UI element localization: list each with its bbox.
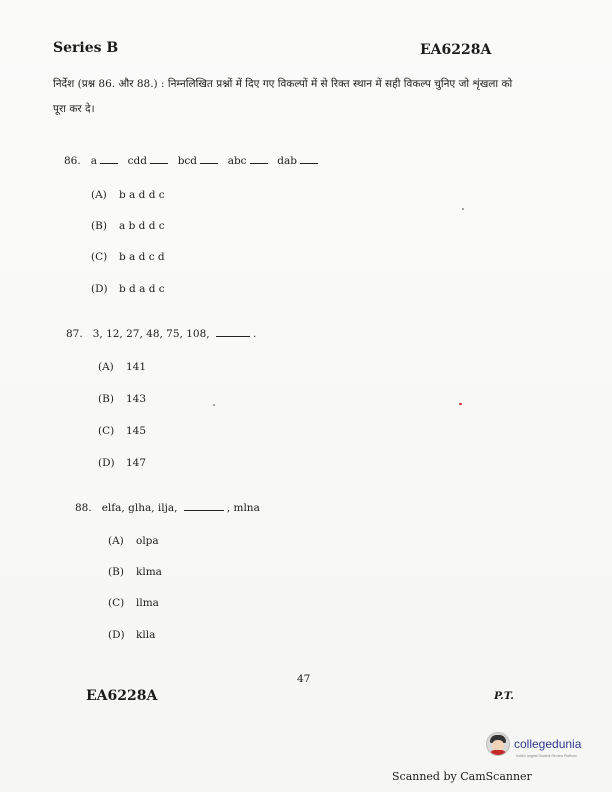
option-88-b	[108, 566, 162, 578]
series-term: bcd	[177, 155, 198, 167]
blank	[216, 328, 250, 337]
option-label: (D)	[98, 457, 115, 469]
scan-speck	[213, 404, 215, 406]
option-label: (B)	[98, 393, 114, 405]
question-text-end: , mlna	[226, 502, 260, 514]
series-term: abc	[227, 155, 247, 167]
blank	[184, 502, 224, 511]
blank	[300, 155, 318, 164]
series-term: cdd	[127, 155, 147, 167]
instruction-text: निर्देश (प्रश्न 86. और 88.) : निम्नलिखित प्रश्नों में दिए गए विकल्पों में से रिक्त स्थान में सही विकल्प चुनिए जो शृंखला को पूरा कर दे।	[53, 78, 513, 115]
collegedunia-logo	[486, 732, 581, 758]
option-label: (C)	[108, 597, 125, 609]
question-text: 3, 12, 27, 48, 75, 108,	[92, 328, 210, 340]
blank	[100, 155, 118, 164]
option-text: a b d d c	[119, 220, 165, 232]
scanner-mark: Scanned by CamScanner	[392, 770, 532, 783]
scan-speck	[462, 208, 464, 210]
option-text: klma	[136, 566, 162, 578]
option-text: b a d d c	[119, 189, 165, 201]
option-text: olpa	[136, 535, 159, 547]
option-87-d	[98, 457, 146, 469]
question-86	[64, 155, 321, 167]
option-86-b	[91, 220, 165, 232]
option-label: (C)	[98, 425, 115, 437]
pto-label: P.T.	[494, 690, 514, 702]
option-86-c	[91, 251, 165, 263]
option-text: b d a d c	[119, 283, 165, 295]
avatar-icon	[486, 732, 510, 756]
option-text: 145	[126, 425, 147, 437]
option-label: (B)	[91, 220, 107, 232]
brand-name: collegedunia	[514, 737, 582, 751]
brand-tagline: India's largest Student Review Platform	[516, 754, 577, 758]
option-text: 147	[126, 457, 147, 469]
question-number: 87.	[66, 328, 83, 340]
blank	[250, 155, 268, 164]
option-text: klla	[136, 629, 156, 641]
option-87-a	[98, 361, 146, 373]
series-label: Series B	[53, 40, 119, 56]
option-label: (A)	[91, 189, 107, 201]
option-text: 143	[126, 393, 147, 405]
question-number: 88.	[75, 502, 92, 514]
option-86-d	[91, 283, 165, 295]
option-86-a	[91, 189, 165, 201]
option-88-d	[108, 629, 155, 641]
footer-code: EA6228A	[86, 688, 158, 704]
paper-code: EA6228A	[420, 42, 492, 58]
question-87: 87. 3, 12, 27, 48, 75, 108, .	[66, 328, 257, 340]
question-88	[75, 502, 260, 514]
option-87-b	[98, 393, 146, 405]
question-number: 86.	[64, 155, 81, 167]
option-text: b a d c d	[119, 251, 165, 263]
option-text: llma	[136, 597, 159, 609]
question-text: elfa, glha, ilja,	[101, 502, 178, 514]
option-label: (D)	[91, 283, 108, 295]
option-88-c	[108, 597, 159, 609]
red-mark	[459, 403, 462, 405]
blank	[200, 155, 218, 164]
option-88-a	[108, 535, 159, 547]
option-87-c	[98, 425, 146, 437]
blank	[150, 155, 168, 164]
page-number: 47	[297, 673, 311, 685]
option-label: (A)	[98, 361, 114, 373]
option-label: (A)	[108, 535, 124, 547]
option-label: (C)	[91, 251, 108, 263]
option-label: (D)	[108, 629, 125, 641]
series-term: dab	[277, 155, 297, 167]
option-label: (B)	[108, 566, 124, 578]
option-text: 141	[126, 361, 147, 373]
series-term: a	[90, 155, 97, 167]
